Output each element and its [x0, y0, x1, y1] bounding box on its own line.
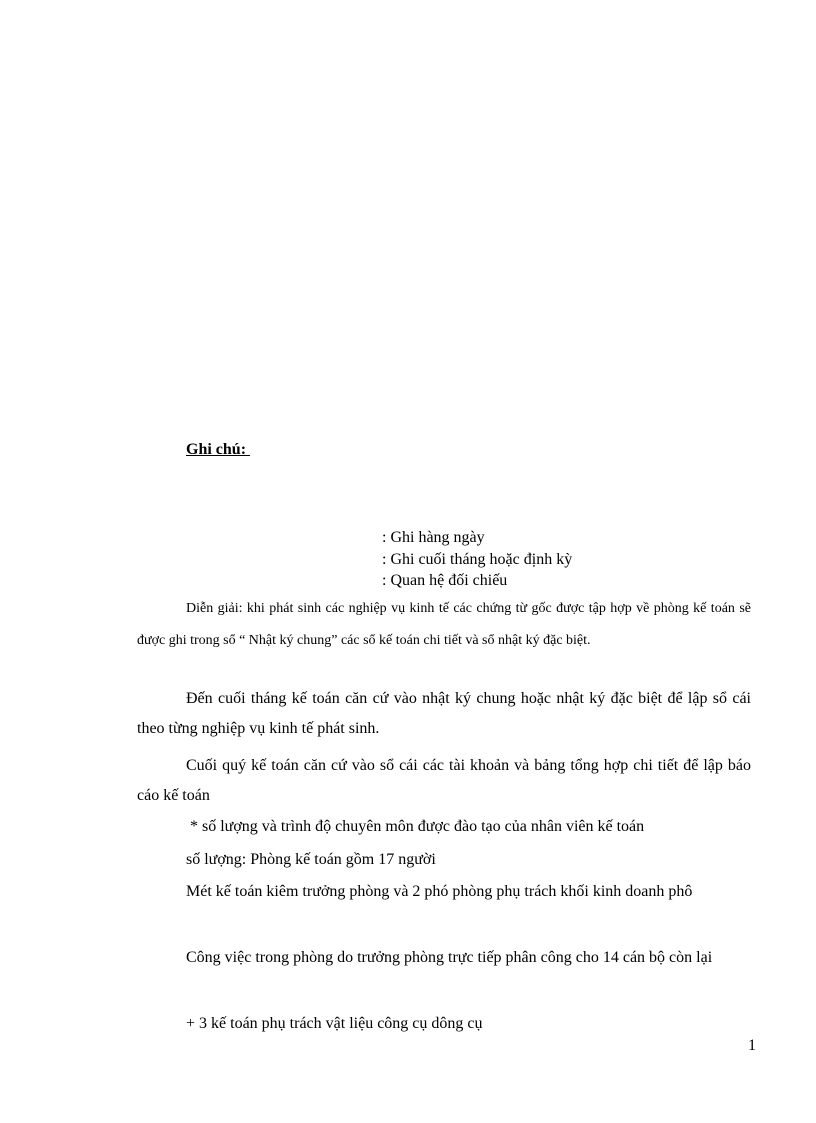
paragraph-chief-accountant: Mét kế toán kiêm trưởng phòng và 2 phó phòng phụ trách khối kinh doanh phô — [186, 883, 693, 900]
paragraph-explanation: Diễn giải: khi phát sinh các nghiệp vụ kinh tế các chứng từ gốc được tập hợp về phòng kế toán sẽ được ghi trong sổ “ Nhật ký chung” các sổ kế toán chi tiết và sổ nhật ký đặc biệt. — [137, 601, 751, 648]
notes-heading: Ghi chú: — [186, 441, 251, 458]
paragraph-materials-accountants: + 3 kế toán phụ trách vật liệu công cụ dông cụ — [186, 1015, 483, 1032]
legend-reconcile: : Quan hệ đối chiếu — [382, 572, 508, 589]
legend-daily: : Ghi hàng ngày — [382, 529, 485, 546]
page-number: 1 — [748, 1037, 756, 1054]
legend-periodic: : Ghi cuối tháng hoặc định kỳ — [382, 551, 573, 568]
paragraph-staff-qualification: * số lượng và trình độ chuyên môn được đào tạo của nhân viên kế toán — [190, 818, 645, 835]
paragraph-month-end: Đến cuối tháng kế toán căn cứ vào nhật ký chung hoặc nhật ký đặc biệt để lập sổ cái theo từng nghiệp vụ kinh tế phát sinh. — [137, 690, 751, 737]
paragraph-work-assignment: Công việc trong phòng do trưởng phòng trực tiếp phân công cho 14 cán bộ còn lại — [186, 949, 713, 966]
paragraph-staff-count: số lượng: Phòng kế toán gồm 17 người — [186, 851, 436, 868]
paragraph-quarter-end: Cuối quý kế toán căn cứ vào sổ cái các tài khoản và bảng tổng hợp chi tiết để lập báo cáo kế toán — [137, 757, 751, 804]
